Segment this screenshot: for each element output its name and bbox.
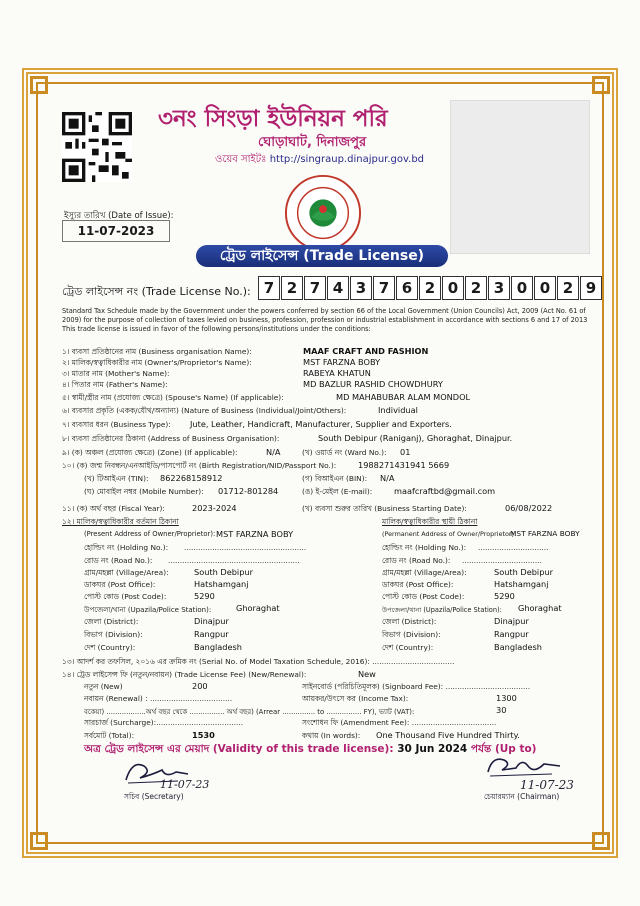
income-tax-label: আয়কর/উৎসে কর (Income Tax): [302, 694, 409, 703]
field-label: ৬। ব্যবসার প্রকৃতি (একক/যৌথ/অন্যান্য) (Nature of Business (Individual/Joint/Others): [62, 406, 347, 415]
license-digit: 0 [511, 276, 533, 300]
arrear-vat-label: বকেয়া) ..................অর্থ বছর থেকে ................ অর্থ বছর) (Arrear ............... to ................ FY), ভ্যাট (VAT): [84, 708, 415, 716]
owner-name-value: MST FARZNA BOBY [303, 357, 381, 367]
corner-ornament [30, 76, 48, 94]
address-label: গ্রাম/মহল্লা (Village/Area): [84, 568, 169, 577]
license-digit: 2 [419, 276, 441, 300]
address-label: বিভাগ (Division): [84, 630, 143, 639]
dotted-fill: .................................................... [184, 543, 307, 552]
dotted-fill: ........................................................ [168, 556, 300, 565]
address-label: পোস্ট কোড (Post Code): [84, 592, 167, 601]
validity-date: 30 Jun 2024 [397, 743, 468, 755]
field-label: ২। মালিক/স্বত্বাধিকারীর নাম (Owner's/Proprietor's Name): [62, 358, 252, 367]
present-upazila: Ghoraghat [236, 603, 280, 613]
new-fee-label: নতুন (New) [84, 682, 123, 691]
spouse-name-value: MD MAHABUBAR ALAM MONDOL [336, 392, 471, 402]
road-label: রোড নং (Road No.): [84, 556, 153, 565]
business-type-value: Jute, Leather, Handicraft, Manufacturer, Supplier and Exporters. [190, 419, 452, 429]
field-label: ৫। স্বামী/স্ত্রীর নাম (প্রযোজ্য ক্ষেত্রে) (Spouse's Name) (If applicable): [62, 393, 284, 402]
bin-value: N/A [380, 473, 395, 483]
address-label: গ্রাম/মহল্লা (Village/Area): [382, 568, 467, 577]
nid-label: ১০। (ক) জন্ম নিবন্ধন/এনআইডি/পাসপোর্ট নং (Birth Registration/NID/Passport No.): [62, 461, 337, 470]
total-value: 1530 [192, 730, 215, 740]
serial-line: ১৩। আদর্শ কর তফসিল, ২০১৬ এর ক্রমিক নং (Serial No. of Model Taxation Schedule, 2016): ................................... [62, 657, 455, 666]
address-label: দেশ (Country): [84, 643, 136, 652]
tin-label: (খ) টিআইএন (TIN): [84, 474, 149, 483]
license-number-label: ট্রেড লাইসেন্স নং (Trade License No.): [62, 285, 251, 298]
nature-value: Individual [378, 405, 418, 415]
mobile-label: (ঘ) মোবাইল নম্বর (Mobile Number): [84, 487, 204, 496]
zone-value: N/A [266, 447, 281, 457]
in-words-value: One Thousand Five Hundred Thirty. [376, 730, 520, 740]
license-digit: 0 [534, 276, 556, 300]
union-seal-icon [284, 174, 362, 252]
fee-section-value: New [358, 669, 376, 679]
address-label: জেলা (District): [84, 617, 139, 626]
license-digit: 7 [258, 276, 280, 300]
present-country: Bangladesh [194, 642, 243, 652]
income-tax-value: 1300 [496, 693, 517, 703]
license-digit: 2 [281, 276, 303, 300]
holding-label: হোল্ডিং নং (Holding No.): [84, 543, 169, 552]
in-words-label: কথায় (In words): [302, 731, 361, 740]
permanent-address-heading: মালিক/স্বত্বাধিকারীর স্থায়ী ঠিকানা [382, 517, 478, 526]
validity-label: অত্র ট্রেড লাইসেন্স এর মেয়াদ (Validity of this trade license): [84, 743, 394, 755]
father-name-value: MD BAZLUR RASHID CHOWDHURY [303, 379, 443, 389]
amendment-fee-label: সংশোধন ফি (Amendment Fee): .................................... [302, 718, 497, 727]
permanent-village: South Debipur [494, 567, 553, 577]
surcharge-label: সারচার্জ (Surcharge):..................................... [84, 718, 244, 727]
license-digit: 7 [373, 276, 395, 300]
road-label: রোড নং (Road No.): [382, 556, 451, 565]
start-date-value: 06/08/2022 [505, 503, 553, 513]
bin-label: (গ) বিআইএন (BIN): [302, 474, 368, 483]
website-url[interactable]: http://singraup.dinajpur.gov.bd [269, 154, 425, 165]
business-address-value: South Debipur (Raniganj), Ghoraghat, Dinajpur. [318, 433, 513, 443]
present-division: Rangpur [194, 629, 229, 639]
license-digit: 9 [580, 276, 602, 300]
fiscal-year-value: 2023-2024 [192, 503, 237, 513]
dotted-fill: .................................. [462, 556, 542, 565]
fiscal-year-label: ১১। (ক) অর্থ বছর (Fiscal Year): [62, 504, 165, 513]
signboard-fee-label: সাইনবোর্ড (পরিচিতিমূলক) (Signboard Fee): .................................... [302, 682, 531, 691]
renewal-fee-label: নবায়ন (Renewal) : ................................... [84, 694, 233, 703]
license-digit: 3 [488, 276, 510, 300]
address-label: ডাকঘর (Post Office): [382, 580, 454, 589]
present-district: Dinajpur [194, 616, 229, 626]
field-label: ৭। ব্যবসার ধরন (Business Type): [62, 420, 171, 429]
license-digit: 2 [557, 276, 579, 300]
corner-ornament [30, 832, 48, 850]
validity-suffix: পর্যন্ত (Up to) [470, 743, 537, 755]
address-label: ডাকঘর (Post Office): [84, 580, 156, 589]
permanent-upazila: Ghoraghat [518, 603, 562, 613]
start-date-label: (খ) ব্যবসা শুরুর তারিখ (Business Starting Date): [302, 504, 467, 513]
qr-code-icon [62, 112, 132, 182]
license-digit: 6 [396, 276, 418, 300]
corner-ornament [592, 832, 610, 850]
present-address-label: (Present Address of Owner/Proprietor): [84, 530, 216, 538]
issue-date-label: ইস্যুর তারিখ (Date of Issue): [64, 211, 174, 221]
permanent-address-label: (Permanent Address of Owner/Proprietor): [382, 530, 517, 538]
nid-value: 1988271431941 5669 [358, 460, 450, 470]
mobile-value: 01712-801284 [218, 486, 279, 496]
total-label: সর্বমোট (Total): [84, 731, 135, 740]
present-village: South Debipur [194, 567, 253, 577]
address-label: বিভাগ (Division): [382, 630, 441, 639]
present-post-office: Hatshamganj [194, 579, 249, 589]
chairman-date: 11-07-23 [520, 778, 574, 792]
chairman-label: চেয়ারম্যান (Chairman) [484, 792, 560, 801]
corner-ornament [592, 76, 610, 94]
ward-label: (খ) ওয়ার্ড নং (Ward No.): [302, 448, 387, 457]
permanent-district: Dinajpur [494, 616, 529, 626]
field-label: ১। ব্যবসা প্রতিষ্ঠানের নাম (Business organisation Name): [62, 347, 252, 356]
email-value[interactable]: maafcraftbd@gmail.com [394, 486, 496, 496]
redacted-photo [450, 100, 590, 254]
field-label: ৩। মাতার নাম (Mother's Name): [62, 369, 170, 378]
permanent-country: Bangladesh [494, 642, 543, 652]
website-line [215, 152, 424, 169]
union-subtitle: ঘোড়াঘাট, দিনাজপুর [258, 135, 367, 150]
standard-tax-text: Standard Tax Schedule made by the Government under the powers conferred by section 66 of the Local Government (Union Councils) Act, 2009 (Act No. 61 of 2009) for the purpose of collection of taxes levied on business, profession, profession or industrial establishment in accordance with sections 6 and 17 of 2013 This trade license is issued in favor of the following persons/institutions under the conditions: [62, 307, 588, 334]
union-title: ৩নং সিংড়া ইউনিয়ন পরি [158, 105, 388, 132]
license-digit: 0 [442, 276, 464, 300]
field-label: ৮। ব্যবসা প্রতিষ্ঠানের ঠিকানা (Address of Business Organisation): [62, 434, 280, 443]
license-digit: 2 [465, 276, 487, 300]
address-label: পোস্ট কোড (Post Code): [382, 592, 465, 601]
permanent-post-code: 5290 [494, 591, 515, 601]
address-label: জেলা (District): [382, 617, 437, 626]
permanent-post-office: Hatshamganj [494, 579, 549, 589]
field-label: ৪। পিতার নাম (Father's Name): [62, 380, 168, 389]
address-label: দেশ (Country): [382, 643, 434, 652]
present-address-heading: ১২। মালিক/স্বত্বাধিকারীর বর্তমান ঠিকানা [62, 517, 179, 526]
zone-label: ৯। (ক) অঞ্চল (প্রযোজ্য ক্ষেত্রে) (Zone) (If applicable): [62, 448, 238, 457]
address-label: উপজেলা/থানা (Upazila/Police Station): [382, 606, 502, 614]
license-number-digits [258, 276, 603, 300]
permanent-division: Rangpur [494, 629, 529, 639]
new-fee-value: 200 [192, 681, 208, 691]
license-digit: 3 [350, 276, 372, 300]
secretary-label: সচিব (Secretary) [124, 792, 184, 801]
business-name-value: MAAF CRAFT AND FASHION [303, 346, 429, 356]
trade-license-banner: ট্রেড লাইসেন্স (Trade License) [196, 245, 448, 267]
dotted-fill: .............................. [478, 543, 549, 552]
permanent-address-value: MST FARZNA BOBY [510, 529, 580, 538]
address-label: উপজেলা/থানা (Upazila/Police Station): [84, 606, 212, 614]
fee-section-label: ১৪। ট্রেড লাইসেন্স ফি (নতুন/নবায়ন) (Trade License Fee) (New/Renewal): [62, 670, 307, 679]
issue-date-value: 11-07-2023 [62, 220, 170, 242]
email-label: (ঙ) ই-মেইল (E-mail): [302, 487, 373, 496]
secretary-date: 11-07-23 [160, 778, 210, 791]
website-label: ওয়েব সাইটঃ [215, 154, 267, 165]
ward-value: 01 [400, 447, 411, 457]
holding-label: হোল্ডিং নং (Holding No.): [382, 543, 467, 552]
tin-value: 862268158912 [160, 473, 223, 483]
license-digit: 7 [304, 276, 326, 300]
present-post-code: 5290 [194, 591, 215, 601]
mother-name-value: RABEYA KHATUN [303, 368, 371, 378]
vat-value: 30 [496, 705, 507, 715]
license-digit: 4 [327, 276, 349, 300]
present-address-value: MST FARZNA BOBY [216, 529, 294, 539]
